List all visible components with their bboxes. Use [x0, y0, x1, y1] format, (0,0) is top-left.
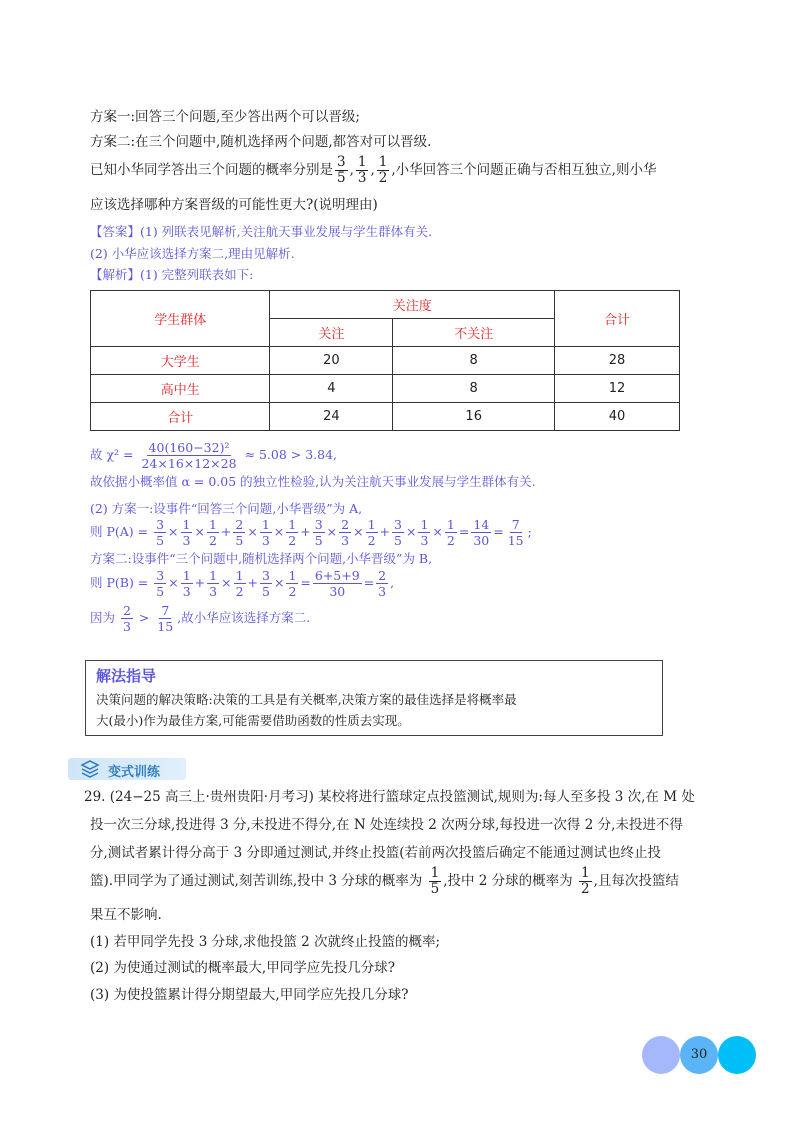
text-segment: ,故小华应该选择方案二.	[177, 610, 311, 625]
guide-title: 解法指导	[96, 667, 157, 685]
denominator: 3	[182, 584, 191, 599]
fraction	[155, 603, 175, 634]
numerator: 1	[446, 517, 455, 532]
text-segment: +	[220, 524, 232, 539]
header-focus: 关注	[270, 319, 393, 347]
denominator: 2	[378, 170, 388, 186]
fraction	[313, 517, 325, 548]
text-segment: ×	[168, 575, 179, 590]
probability-a-formula	[90, 517, 532, 548]
fraction	[445, 517, 457, 548]
numerator: 2	[378, 568, 387, 583]
denominator: 15	[507, 533, 524, 548]
numerator: 7	[511, 517, 520, 532]
q29-line-1: 29. (24−25 高三上·贵州贵阳·月考习) 某校将进行篮球定点投篮测试,规则为:每人至多投 3 次,在 M 处	[84, 789, 695, 805]
numerator: 2	[341, 517, 350, 532]
answer-line-1: 【答案】(1) 列联表见解析,关注航天事业发展与学生群体有关.	[90, 224, 433, 239]
page-number-text: 30	[690, 1047, 708, 1062]
denominator: 5	[156, 584, 165, 599]
page-circle-left	[642, 1036, 680, 1074]
event-b-text	[90, 549, 432, 569]
numerator: 1	[182, 517, 191, 532]
numerator: 1	[288, 517, 297, 532]
text-segment: =	[458, 524, 470, 539]
numerator: 2	[122, 603, 131, 618]
given-probabilities	[90, 155, 656, 186]
text-segment: =	[300, 575, 311, 590]
fraction	[376, 568, 388, 599]
q29-line-2: 投一次三分球,投进得 3 分,未投进不得分,在 N 处连续投 2 次两分球,每投进一次得 2 分,未投进不得	[90, 817, 683, 833]
numerator: 3	[314, 517, 323, 532]
numerator: 1	[182, 568, 191, 583]
cell: 8	[393, 375, 555, 403]
fraction	[181, 568, 193, 599]
text-segment: ,	[370, 162, 375, 178]
text-segment: ×	[405, 524, 417, 539]
denominator: 30	[329, 584, 346, 599]
numerator: 3	[337, 154, 346, 170]
numerator: 2	[235, 517, 244, 532]
event-a-text	[90, 499, 362, 519]
denominator: 2	[235, 584, 244, 599]
fraction	[181, 517, 193, 548]
analysis-heading: 【解析】(1) 完整列联表如下:	[90, 267, 254, 282]
fraction	[339, 517, 351, 548]
text-segment: +	[247, 575, 258, 590]
fraction	[234, 568, 246, 599]
text-segment: ×	[326, 524, 338, 539]
denominator: 3	[182, 533, 191, 548]
text-segment: ,	[349, 162, 354, 178]
denominator: 2	[208, 533, 217, 548]
denominator: 3	[261, 533, 270, 548]
denominator: 2	[446, 533, 455, 548]
fraction	[286, 568, 298, 599]
denominator: 5	[235, 533, 244, 548]
answer-line-2: (2) 小华应该选择方案二,理由见解析.	[90, 246, 295, 261]
numerator: 1	[378, 154, 388, 170]
row-label: 大学生	[91, 347, 270, 375]
plan-two-text: 方案二:在三个问题中,随机选择两个问题,都答对可以晋级.	[90, 134, 432, 150]
denominator: 5	[314, 533, 323, 548]
text-segment: ,	[390, 575, 395, 590]
cell: 4	[270, 375, 393, 403]
text-segment: ×	[273, 575, 285, 590]
denominator: 3	[378, 584, 387, 599]
denominator: 3	[357, 170, 367, 186]
text-segment: 则 P(A) =	[90, 524, 153, 539]
fraction	[335, 155, 348, 186]
cell: 40	[555, 403, 680, 431]
numerator: 3	[156, 517, 165, 532]
plan-one-text: 方案一:回答三个问题,至少答出两个可以晋级;	[90, 109, 360, 125]
page-circle-right	[718, 1036, 756, 1074]
numerator: 1	[288, 568, 297, 583]
conclusion-text	[90, 472, 536, 492]
cell: 20	[270, 347, 393, 375]
fraction	[207, 568, 219, 599]
text-segment: ×	[221, 575, 232, 590]
text-segment: ×	[194, 524, 205, 539]
numerator: 1	[580, 865, 590, 881]
text-segment: ;	[527, 524, 532, 539]
denominator: 2	[580, 881, 590, 897]
cell: 12	[555, 375, 680, 403]
text-segment: ×	[432, 524, 443, 539]
fraction	[356, 155, 369, 186]
fraction	[286, 517, 298, 548]
denominator: 2	[288, 584, 297, 599]
numerator: 14	[473, 517, 490, 532]
text-segment: 故 χ² =	[90, 447, 138, 462]
banner-label: 变式训练	[108, 765, 161, 780]
row-label: 高中生	[91, 375, 270, 403]
probability-b-formula	[90, 568, 394, 599]
q29-subquestion-2: (2) 为使通过测试的概率最大,甲同学应先投几分球?	[90, 960, 395, 976]
text-segment: (2) 方案一:设事件“回答三个问题,小华晋级”为 A,	[90, 501, 363, 516]
cell: 24	[270, 403, 393, 431]
text-segment: 篮).甲同学为了通过测试,刻苦训练,投中 3 分球的概率为	[90, 873, 427, 889]
q29-line-4	[90, 866, 679, 897]
fraction	[392, 517, 404, 548]
header-attention: 关注度	[270, 291, 555, 319]
text-segment: ×	[353, 524, 364, 539]
denominator: 5	[394, 533, 402, 548]
q29-line-3: 分,测试者累计得分高于 3 分即通过测试,并终止投篮(若前两次投篮后确定不能通过测试也终止投	[90, 845, 662, 861]
header-total: 合计	[555, 291, 680, 347]
denominator: 24×16×12×28	[141, 456, 237, 471]
text-segment: 方案二:设事件“三个问题中,随机选择两个问题,小华晋级”为 B,	[90, 551, 433, 566]
fraction	[139, 440, 238, 471]
text-segment: ×	[168, 524, 179, 539]
layers-icon	[80, 760, 100, 778]
table-row	[91, 375, 680, 403]
numerator: 1	[261, 517, 270, 532]
fraction	[506, 517, 526, 548]
numerator: 3	[156, 568, 165, 583]
denominator: 3	[420, 533, 429, 548]
guide-line-1: 决策问题的解决策略:决策的工具是有关概率,决策方案的最佳选择是将概率最	[96, 692, 517, 707]
numerator: 3	[262, 568, 270, 583]
q29-subquestion-1: (1) 若甲同学先投 3 分球,求他投篮 2 次就终止投篮的概率;	[90, 934, 441, 950]
final-comparison	[90, 603, 310, 634]
denominator: 3	[341, 533, 350, 548]
fraction	[366, 517, 378, 548]
fraction	[418, 517, 430, 548]
text-segment: ≈ 5.08 > 3.84,	[240, 447, 338, 462]
numerator: 6+5+9	[314, 568, 360, 583]
text-segment: +	[300, 524, 311, 539]
denominator: 5	[262, 584, 270, 599]
text-segment: 因为	[90, 610, 119, 625]
q29-subquestion-3: (3) 为使投篮累计得分期望最大,甲同学应先投几分球?	[90, 987, 409, 1003]
fraction	[233, 517, 245, 548]
text-segment: >	[134, 610, 154, 625]
denominator: 3	[122, 619, 131, 634]
text-segment: ,投中 2 分球的概率为	[443, 873, 577, 889]
question-text: 应该选择哪种方案晋级的可能性更大?(说明理由)	[90, 197, 378, 213]
numerator: 40(160−32)²	[148, 440, 230, 455]
text-segment: =	[363, 575, 375, 590]
fraction	[377, 155, 390, 186]
guide-line-2: 大(最小)作为最佳方案,可能需要借助函数的性质去实现。	[96, 713, 410, 728]
denominator: 2	[288, 533, 297, 548]
chi-square-formula	[90, 440, 337, 471]
header-nofocus: 不关注	[393, 319, 555, 347]
numerator: 1	[357, 154, 367, 170]
fraction	[471, 517, 491, 548]
page-number	[680, 1036, 718, 1074]
denominator: 15	[157, 619, 174, 634]
header-group: 学生群体	[91, 291, 270, 347]
denominator: 3	[209, 584, 218, 599]
numerator: 3	[394, 517, 402, 532]
cell: 28	[555, 347, 680, 375]
table-row	[91, 403, 680, 431]
numerator: 1	[367, 517, 376, 532]
text-segment: +	[379, 524, 391, 539]
row-label: 合计	[91, 403, 270, 431]
text-segment: ,且每次投篮结	[593, 873, 679, 889]
numerator: 1	[420, 517, 429, 532]
fraction	[121, 603, 133, 634]
denominator: 2	[367, 533, 376, 548]
numerator: 1	[208, 517, 217, 532]
text-segment: +	[194, 575, 206, 590]
contingency-table	[90, 290, 680, 431]
numerator: 1	[430, 865, 440, 881]
fraction	[429, 866, 442, 897]
text-segment: =	[493, 524, 504, 539]
fraction	[154, 568, 166, 599]
text-segment: ×	[247, 524, 258, 539]
fraction	[207, 517, 219, 548]
text-segment: 则 P(B) =	[90, 575, 153, 590]
fraction	[579, 866, 592, 897]
denominator: 5	[337, 170, 346, 186]
cell: 8	[393, 347, 555, 375]
text-segment: 故依据小概率值 α = 0.05 的独立性检验,认为关注航天事业发展与学生群体有关.	[90, 474, 536, 489]
fraction	[154, 517, 166, 548]
fraction	[260, 568, 272, 599]
numerator: 1	[209, 568, 218, 583]
q29-line-5: 果互不影响.	[90, 907, 162, 923]
fraction	[313, 568, 362, 599]
table-row	[91, 347, 680, 375]
fraction	[260, 517, 272, 548]
denominator: 30	[473, 533, 490, 548]
solution-guide-box	[85, 660, 663, 736]
text-segment: 已知小华同学答出三个问题的概率分别是	[90, 162, 333, 178]
numerator: 1	[235, 568, 244, 583]
text-segment: ,小华回答三个问题正确与否相互独立,则小华	[391, 162, 657, 178]
variant-training-banner	[68, 758, 186, 780]
numerator: 7	[161, 603, 170, 618]
denominator: 5	[430, 881, 440, 897]
denominator: 5	[156, 533, 165, 548]
cell: 16	[393, 403, 555, 431]
text-segment: ×	[273, 524, 285, 539]
